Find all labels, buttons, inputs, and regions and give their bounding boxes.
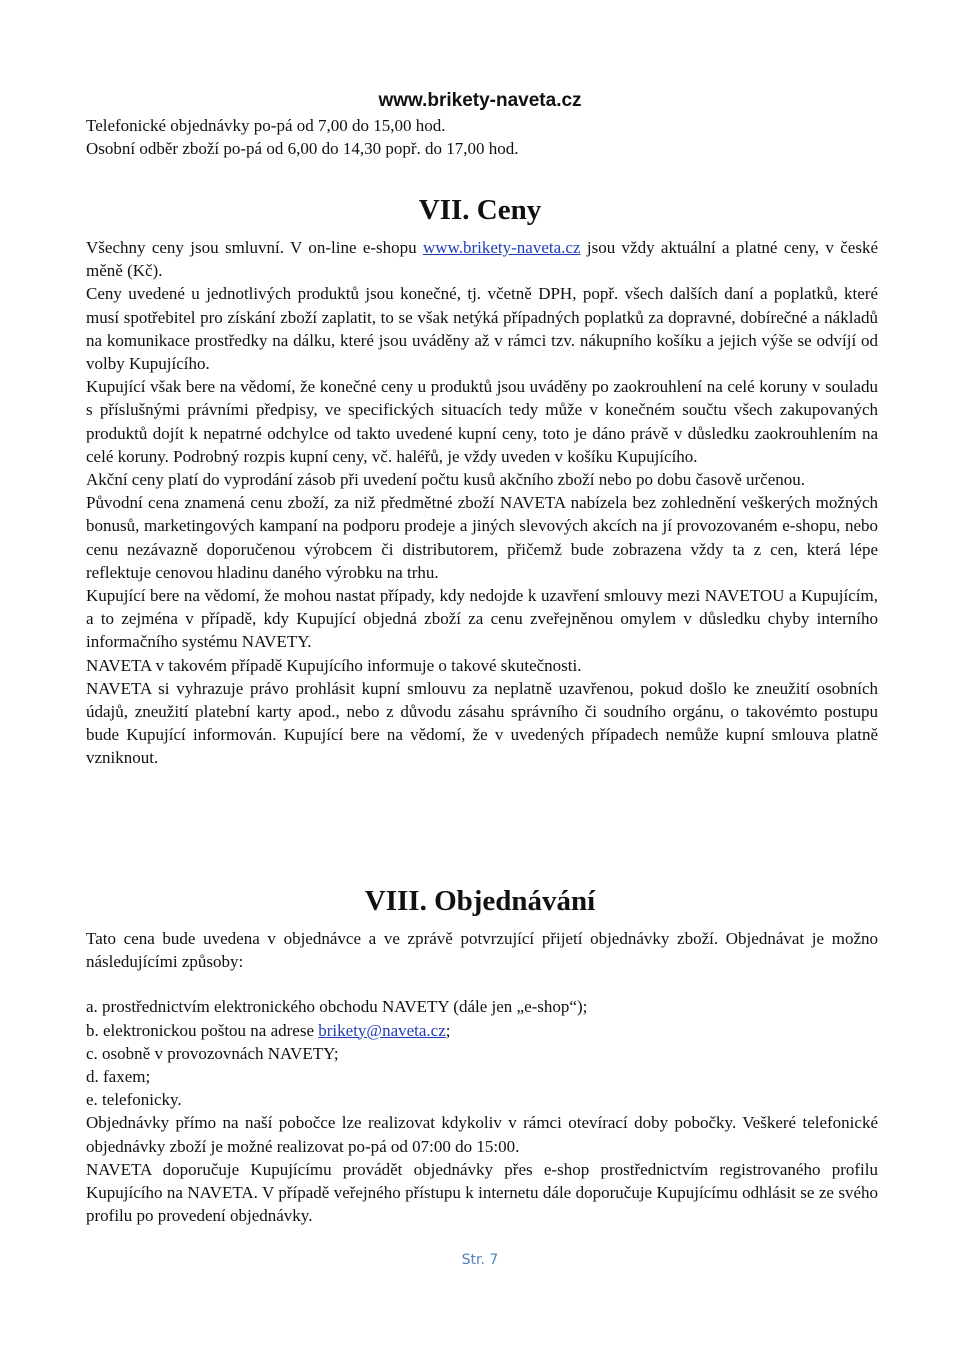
order-method-eshop: a. prostřednictvím elektronického obchodu NAVETY (dále jen „e-shop“); <box>86 997 588 1017</box>
price-error-paragraph: Kupující bere na vědomí, že mohou nastat případy, kdy nedojde k uzavření smlouvy mezi NAVETOU a Kupujícím, a to zejména v případě, kdy Kupující objedná zboží za cenu zveřejněnou omylem v důsledku chyby interního informačního systému NAVETY. <box>86 586 878 652</box>
promo-prices-paragraph: Akční ceny platí do vyprodání zásob při uvedení počtu kusů akčního zboží nebo po dobu časově určenou. <box>86 470 805 490</box>
order-method-in-person: c. osobně v provozovnách NAVETY; <box>86 1043 339 1063</box>
site-header: www.brikety-naveta.cz <box>378 90 582 111</box>
page-number: Str. 7 <box>461 1252 499 1268</box>
rounding-paragraph: Kupující však bere na vědomí, že konečné ceny u produktů jsou uváděny po zaokrouhlení na celé koruny v souladu s příslušnými právními předpisy, ve specifických situacích tedy může v konečném součtu všech zakupovaných produktů dojít k nepatrné odchylce od takto uvedené kupní ceny, toto je dáno právě v důsledku zaokrouhlením na celé koruny. Podrobný rozpis kupní ceny, vč. haléřů, je vždy uveden v košíku Kupujícího. <box>86 377 878 466</box>
phone-orders-line: Telefonické objednávky po-pá od 7,00 do 15,00 hod. <box>86 116 446 135</box>
spacer <box>86 973 878 995</box>
order-method-fax: d. faxem; <box>86 1067 151 1087</box>
section-viii-body <box>86 927 878 1227</box>
order-method-email: b. elektronickou poštou na adrese brikety@naveta.cz; <box>86 1020 451 1040</box>
section-vii-body <box>86 236 878 770</box>
order-method-phone: e. telefonicky. <box>86 1090 182 1110</box>
final-prices-paragraph: Ceny uvedené u jednotlivých produktů jsou konečné, tj. včetně DPH, popř. všech dalších daní a poplatků, které musí spotřebitel pro získání zboží zaplatit, to se však netýká případných poplatků za dopravné, dobírečné a nákladů na komunikace prostředky na dálku, které jsou uváděny až v rámci tzv. nákupního košíku a jejich výše se odvíjí od volby Kupujícího. <box>86 284 878 374</box>
invalid-contract-paragraph: NAVETA si vyhrazuje právo prohlásit kupní smlouvu za neplatně uzavřenou, pokud došlo ke zneužití osobních údajů, zneužití platební karty apod., nebo z důvodu zásahu správního či soudního orgánu, o takovémto postupu bude Kupující informován. Kupující bere na vědomí, že v uvedených případech nemůže kupní smlouva platně vzniknout. <box>86 678 878 768</box>
original-price-paragraph: Původní cena znamená cenu zboží, za niž předmětné zboží NAVETA nabízela bez zohlednění veškerých možných bonusů, marketingových kampaní na podporu prodeje a jiných slevových akcích na jí provozovaném e-shopu, nebo cenu nezávazně doporučenou výrobcem či distributorem, přičemž bude zobrazena vždy ta z cen, která lépe reflektuje cenovou hladinu daného výrobku na trhu. <box>86 493 878 582</box>
prices-contractual-paragraph: Všechny ceny jsou smluvní. V on-line e-shopu www.brikety-naveta.cz jsou vždy aktuální a platné ceny, v české měně (Kč). <box>86 238 878 281</box>
branch-orders-paragraph: Objednávky přímo na naší pobočce lze realizovat kdykoliv v rámci otevírací doby pobočky. Veškeré telefonické objednávky zboží je možné realizovat po-pá od 07:00 do 15:00. <box>86 1113 878 1156</box>
pickup-line: Osobní odběr zboží po-pá od 6,00 do 14,30 popř. do 17,00 hod. <box>86 139 519 159</box>
eshop-link[interactable]: www.brikety-naveta.cz <box>423 238 581 257</box>
section-viii-title: VIII. Objednávání <box>364 885 596 917</box>
eshop-recommendation-paragraph: NAVETA doporučuje Kupujícímu provádět objednávky přes e-shop prostřednictvím registrovaného profilu Kupujícího na NAVETA. V případě veřejného přístupu k internetu dále doporučuje Kupujícímu odhlásit se ze svého profilu po provedení objednávky. <box>86 1159 878 1226</box>
email-link[interactable]: brikety@naveta.cz <box>318 1020 446 1040</box>
naveta-inform-paragraph: NAVETA v takovém případě Kupujícího informuje o takové skutečnosti. <box>86 655 582 675</box>
intro-block <box>86 114 878 160</box>
section-vii-title: VII. Ceny <box>418 194 542 226</box>
order-intro-paragraph: Tato cena bude uvedena v objednávce a ve zprávě potvrzující přijetí objednávky zboží. Objednávat je možno následujícími způsoby: <box>86 929 878 972</box>
